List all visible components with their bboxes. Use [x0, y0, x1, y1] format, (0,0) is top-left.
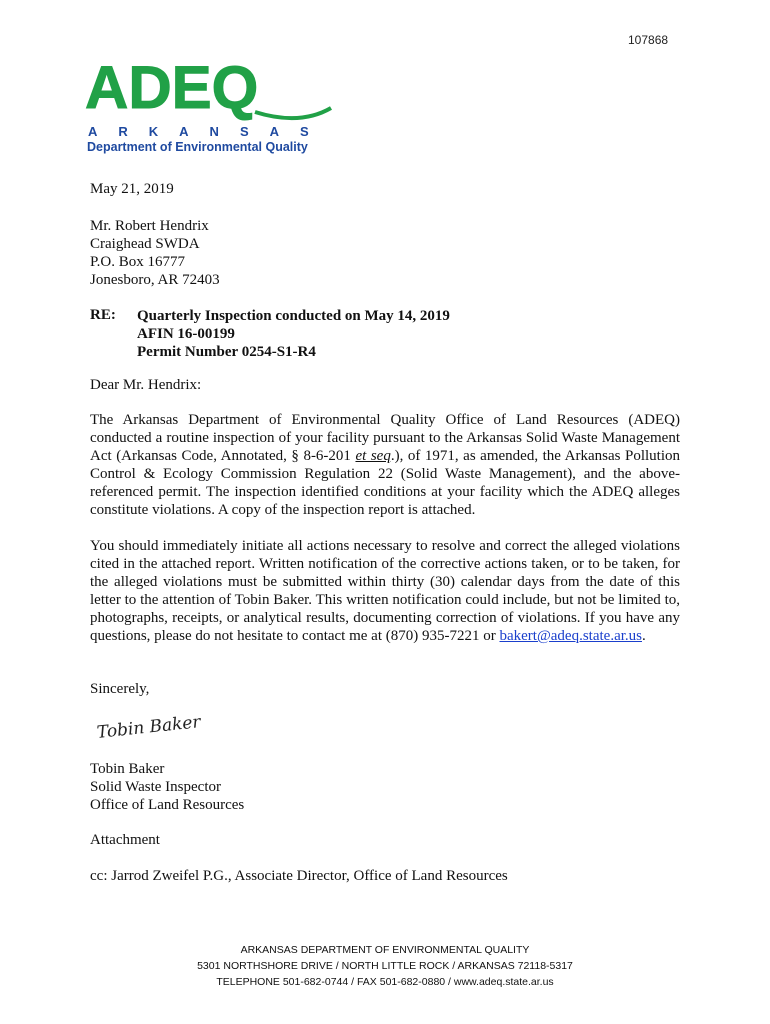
handwritten-signature: [95, 706, 215, 746]
signer-name: Tobin Baker: [90, 761, 165, 777]
re-label: RE:: [90, 307, 116, 323]
signature-graphic: [95, 706, 215, 746]
document-number: 107868: [628, 33, 669, 47]
closing: Sincerely,: [90, 681, 150, 697]
adeq-wordmark: ADEQ: [85, 56, 259, 121]
signer-title: Solid Waste Inspector: [90, 779, 221, 795]
footer-line-3: TELEPHONE 501-682-0744 / FAX 501-682-0880 / www.adeq.state.ar.us: [216, 976, 554, 988]
contact-email-link[interactable]: bakert@adeq.state.ar.us: [499, 628, 642, 644]
cc-line: cc: Jarrod Zweifel P.G., Associate Director, Office of Land Resources: [90, 868, 508, 884]
recipient-name: Mr. Robert Hendrix: [90, 218, 209, 234]
attachment-note: Attachment: [90, 832, 160, 848]
re-line-1: Quarterly Inspection conducted on May 14, 2019: [137, 308, 450, 324]
body-paragraph-1: [90, 411, 680, 519]
signer-office: Office of Land Resources: [90, 797, 245, 813]
adeq-wordmark-graphic: [85, 56, 335, 124]
footer-line-2: 5301 NORTHSHORE DRIVE / NORTH LITTLE ROCK / ARKANSAS 72118-5317: [197, 960, 573, 972]
letterhead-footer: [0, 942, 770, 990]
re-subject: [137, 307, 450, 361]
p1-text-before: The Arkansas Department of Environmental Quality Office of Land Resources (ADEQ) conducted a routine inspection of your facility pursuant to the Arkansas Solid Waste Management Act (Arkansas Code, Annotated, § 8-6-201: [90, 412, 680, 464]
p2-text: You should immediately initiate all actions necessary to resolve and correct the alleged violations cited in the attached report. Written notification of the corrective actions taken, or to be taken, for the alleged violations must be submitted within thirty (30) calendar days from the date of this letter to the attention of Tobin Baker. This written notification could include, but not be limited to, photographs, receipts, or analytical results, documenting correction of violations. If you have any questions, please do not hesitate to contact me at (870) 935-7221 or: [90, 538, 680, 644]
logo-swoosh-icon: [255, 108, 331, 118]
recipient-address: [90, 217, 220, 289]
signature-scrawl: Tobin Baker: [95, 712, 202, 743]
body-paragraph-2: [90, 537, 680, 645]
logo-department: Department of Environmental Quality: [87, 140, 308, 154]
p1-italic: et seq: [355, 448, 391, 464]
footer-line-1: ARKANSAS DEPARTMENT OF ENVIRONMENTAL QUALITY: [240, 944, 530, 956]
logo-state: ARKANSAS: [88, 124, 330, 139]
letter-date: May 21, 2019: [90, 181, 174, 197]
p2-end: .: [642, 628, 646, 644]
p1-text-after: .), of 1971, as amended, the Arkansas Pollution Control & Ecology Commission Regulation 22 (Solid Waste Management), and the above-referenced permit. The inspection identified conditions at your facility which the ADEQ alleges constitute violations. A copy of the inspection report is attached.: [90, 448, 680, 518]
re-line-2: AFIN 16-00199: [137, 326, 235, 342]
re-line-3: Permit Number 0254-S1-R4: [137, 344, 316, 360]
salutation: Dear Mr. Hendrix:: [90, 377, 202, 393]
signer-block: [90, 760, 244, 814]
recipient-po-box: P.O. Box 16777: [90, 254, 186, 270]
recipient-city: Jonesboro, AR 72403: [90, 272, 220, 288]
recipient-org: Craighead SWDA: [90, 236, 200, 252]
